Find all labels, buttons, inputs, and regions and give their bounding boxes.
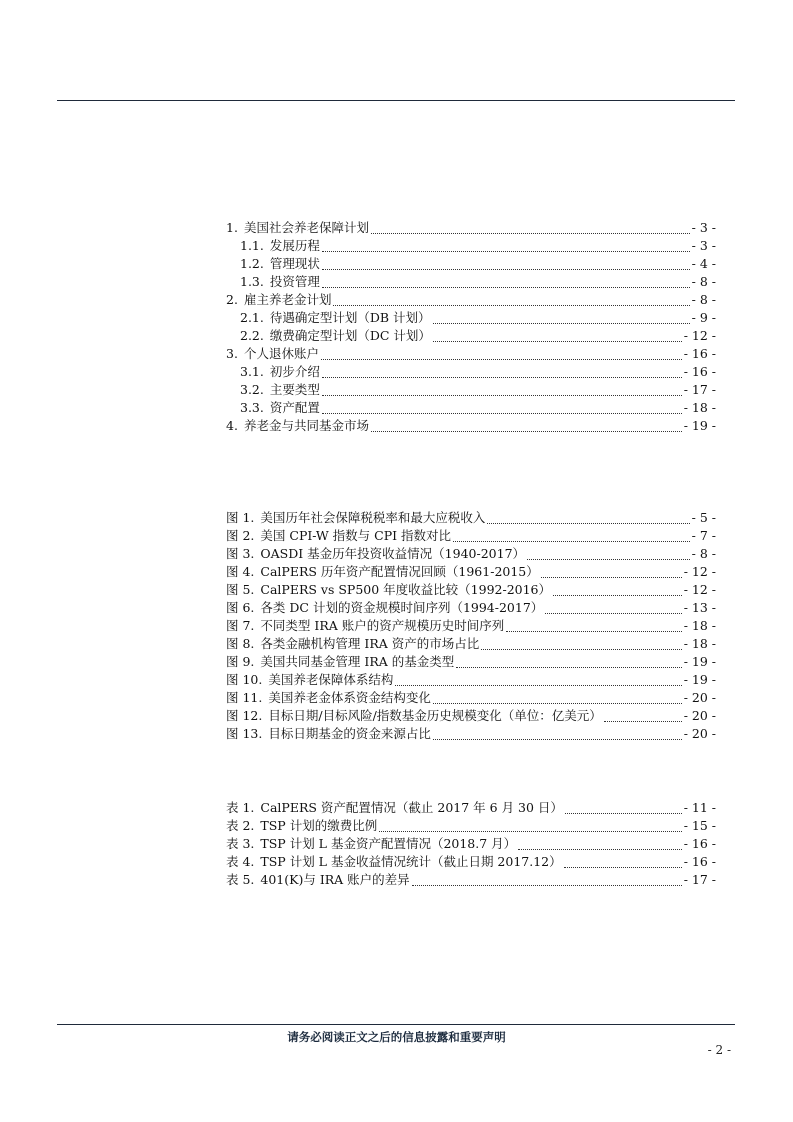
figure-entry[interactable] xyxy=(226,671,716,689)
figure-entry-page: - 20 - xyxy=(683,708,716,723)
toc-entry-number: 1.1. xyxy=(240,238,264,253)
toc-entry-number: 1.2. xyxy=(240,256,264,271)
table-entry[interactable] xyxy=(226,817,716,835)
toc-entry-title: 美国社会养老保障计划 xyxy=(243,220,369,235)
toc-entry-page: - 3 - xyxy=(691,220,716,235)
toc-entry-page: - 16 - xyxy=(683,346,716,361)
figure-entry-title: 各类金融机构管理 IRA 资产的市场占比 xyxy=(260,636,480,651)
table-entry-number: 表 1. xyxy=(226,800,255,815)
toc-entry-title: 初步介绍 xyxy=(269,364,320,379)
figure-entry-page: - 7 - xyxy=(691,528,716,543)
toc-entry-title: 个人退休账户 xyxy=(243,346,319,361)
toc-entry-number: 1.3. xyxy=(240,274,264,289)
dot-leader xyxy=(333,293,689,306)
dot-leader xyxy=(487,511,689,524)
toc-entry-label xyxy=(240,381,320,399)
figure-entry-label xyxy=(226,563,539,581)
dot-leader xyxy=(518,837,682,850)
figure-entry-label xyxy=(226,707,602,725)
figure-entry[interactable] xyxy=(226,599,716,617)
toc-entry-title: 养老金与共同基金市场 xyxy=(243,418,369,433)
figure-entry[interactable] xyxy=(226,509,716,527)
figure-entry[interactable] xyxy=(226,689,716,707)
figure-entry-label xyxy=(226,725,431,743)
dot-leader xyxy=(322,239,690,252)
table-entry-number: 表 2. xyxy=(226,818,255,833)
toc-entry-title: 主要类型 xyxy=(269,382,320,397)
dot-leader xyxy=(379,819,681,832)
figure-entry-number: 图 7. xyxy=(226,618,255,633)
figure-entry[interactable] xyxy=(226,563,716,581)
toc-entry[interactable] xyxy=(226,237,716,255)
toc-entry-label xyxy=(240,309,431,327)
figure-entry[interactable] xyxy=(226,581,716,599)
table-entry-label xyxy=(226,871,410,889)
figure-entry[interactable] xyxy=(226,635,716,653)
figure-entry-page: - 20 - xyxy=(683,690,716,705)
dot-leader xyxy=(433,329,682,342)
toc-entry-label xyxy=(226,417,369,435)
toc-entry[interactable] xyxy=(226,363,716,381)
figure-entry-title: CalPERS 历年资产配置情况回顾（1961-2015） xyxy=(260,564,539,579)
toc-entry-number: 2. xyxy=(226,292,238,307)
figure-entry-number: 图 12. xyxy=(226,708,263,723)
figure-entry-title: 美国养老金体系资金结构变化 xyxy=(268,690,431,705)
figure-entry[interactable] xyxy=(226,527,716,545)
figure-entry-page: - 19 - xyxy=(683,654,716,669)
dot-leader xyxy=(604,709,682,722)
toc-entry-number: 1. xyxy=(226,220,238,235)
toc-entry[interactable] xyxy=(226,219,716,237)
toc-entry-label xyxy=(226,219,369,237)
toc-entry-label xyxy=(226,291,331,309)
toc-entry-label xyxy=(240,255,320,273)
table-entry-label xyxy=(226,853,562,871)
disclaimer-text: 请务必阅读正文之后的信息披露和重要声明 xyxy=(287,1030,506,1044)
toc-entry-label xyxy=(226,345,319,363)
figure-entry-number: 图 5. xyxy=(226,582,255,597)
figure-entry-number: 图 11. xyxy=(226,690,263,705)
toc-entry-page: - 18 - xyxy=(683,400,716,415)
figure-entry-page: - 8 - xyxy=(691,546,716,561)
toc-entry-title: 雇主养老金计划 xyxy=(243,292,332,307)
dot-leader xyxy=(553,583,682,596)
figure-entry-label xyxy=(226,617,504,635)
figure-entry-title: 美国历年社会保障税税率和最大应税收入 xyxy=(260,510,486,525)
figure-entry-page: - 20 - xyxy=(683,726,716,741)
table-entry-page: - 16 - xyxy=(683,854,716,869)
table-entry[interactable] xyxy=(226,835,716,853)
toc-entry[interactable] xyxy=(226,399,716,417)
toc-entry-label xyxy=(240,399,320,417)
toc-entry-number: 2.2. xyxy=(240,328,264,343)
figure-entry-page: - 18 - xyxy=(683,618,716,633)
table-entry-label xyxy=(226,799,563,817)
table-entry-title: 401(K)与 IRA 账户的差异 xyxy=(260,872,410,887)
toc-entry-number: 3.3. xyxy=(240,400,264,415)
list-of-tables xyxy=(226,799,716,889)
toc-entry-page: - 9 - xyxy=(691,310,716,325)
figure-entry-number: 图 13. xyxy=(226,726,263,741)
footer-rule xyxy=(57,1024,735,1025)
figure-entry-page: - 19 - xyxy=(683,672,716,687)
toc-entry-label xyxy=(240,237,320,255)
dot-leader xyxy=(541,565,682,578)
toc-entry[interactable] xyxy=(226,309,716,327)
table-entry-title: TSP 计划 L 基金资产配置情况（2018.7 月） xyxy=(260,836,517,851)
figure-entry-label xyxy=(226,653,454,671)
dot-leader xyxy=(322,257,690,270)
toc-entry[interactable] xyxy=(226,327,716,345)
table-entry-number: 表 3. xyxy=(226,836,255,851)
figure-entry-number: 图 9. xyxy=(226,654,255,669)
dot-leader xyxy=(481,637,681,650)
figure-entry-label xyxy=(226,635,479,653)
figure-entry[interactable] xyxy=(226,617,716,635)
toc-entry-label xyxy=(240,363,320,381)
toc-entry-page: - 8 - xyxy=(691,292,716,307)
dot-leader xyxy=(395,673,681,686)
figure-entry-page: - 18 - xyxy=(683,636,716,651)
toc-entry[interactable] xyxy=(226,381,716,399)
figure-entry-page: - 12 - xyxy=(683,582,716,597)
toc-entry-title: 发展历程 xyxy=(269,238,320,253)
dot-leader xyxy=(412,873,682,886)
toc-entry[interactable] xyxy=(226,255,716,273)
toc-entry-number: 3.1. xyxy=(240,364,264,379)
toc-entry-title: 资产配置 xyxy=(269,400,320,415)
table-entry-page: - 15 - xyxy=(683,818,716,833)
figure-entry-label xyxy=(226,689,431,707)
dot-leader xyxy=(433,311,690,324)
figure-entry-page: - 5 - xyxy=(691,510,716,525)
page-number: - 2 - xyxy=(707,1043,731,1057)
toc-entry[interactable] xyxy=(226,291,716,309)
dot-leader xyxy=(322,365,682,378)
toc-entry-label xyxy=(240,327,431,345)
toc-entry-page: - 16 - xyxy=(683,364,716,379)
dot-leader xyxy=(564,855,682,868)
figure-entry-number: 图 4. xyxy=(226,564,255,579)
figure-entry-page: - 12 - xyxy=(683,564,716,579)
figure-entry-number: 图 10. xyxy=(226,672,263,687)
figure-entry-title: 目标日期/目标风险/指数基金历史规模变化（单位：亿美元） xyxy=(268,708,602,723)
toc-entry-title: 待遇确定型计划（DB 计划） xyxy=(269,310,431,325)
toc-entry[interactable] xyxy=(226,273,716,291)
table-entry[interactable] xyxy=(226,799,716,817)
figure-entry-title: 美国共同基金管理 IRA 的基金类型 xyxy=(260,654,455,669)
figure-entry-title: 目标日期基金的资金来源占比 xyxy=(268,726,431,741)
table-entry-number: 表 5. xyxy=(226,872,255,887)
figure-entry[interactable] xyxy=(226,545,716,563)
figure-entry-title: 美国 CPI-W 指数与 CPI 指数对比 xyxy=(260,528,452,543)
figure-entry-number: 图 8. xyxy=(226,636,255,651)
figure-entry-label xyxy=(226,527,451,545)
dot-leader xyxy=(433,691,682,704)
toc-entry-title: 管理现状 xyxy=(269,256,320,271)
dot-leader xyxy=(371,419,682,432)
figure-entry-title: 美国养老保障体系结构 xyxy=(268,672,394,687)
table-entry-page: - 17 - xyxy=(683,872,716,887)
toc-entry-page: - 12 - xyxy=(683,328,716,343)
dot-leader xyxy=(322,401,682,414)
toc-entry-number: 2.1. xyxy=(240,310,264,325)
figure-entry[interactable] xyxy=(226,725,716,743)
dot-leader xyxy=(322,275,690,288)
table-entry[interactable] xyxy=(226,871,716,889)
toc-entry-label xyxy=(240,273,320,291)
table-entry-page: - 16 - xyxy=(683,836,716,851)
toc-entry-title: 缴费确定型计划（DC 计划） xyxy=(269,328,431,343)
table-entry[interactable] xyxy=(226,853,716,871)
figure-entry-number: 图 2. xyxy=(226,528,255,543)
figure-entry-number: 图 6. xyxy=(226,600,255,615)
dot-leader xyxy=(371,221,690,234)
table-entry-title: CalPERS 资产配置情况（截止 2017 年 6 月 30 日） xyxy=(260,800,563,815)
dot-leader xyxy=(433,727,682,740)
dot-leader xyxy=(456,655,681,668)
table-entry-title: TSP 计划的缴费比例 xyxy=(260,818,378,833)
figure-entry-label xyxy=(226,545,525,563)
figure-entry-title: 不同类型 IRA 账户的资产规模历史时间序列 xyxy=(260,618,505,633)
table-entry-number: 表 4. xyxy=(226,854,255,869)
toc-entry[interactable] xyxy=(226,345,716,363)
toc-entry-title: 投资管理 xyxy=(269,274,320,289)
table-entry-label xyxy=(226,835,516,853)
list-of-figures xyxy=(226,509,716,743)
figure-entry-title: OASDI 基金历年投资收益情况（1940-2017） xyxy=(260,546,526,561)
table-of-contents xyxy=(226,219,716,435)
figure-entry-label xyxy=(226,599,543,617)
table-entry-page: - 11 - xyxy=(683,800,716,815)
toc-entry-page: - 3 - xyxy=(691,238,716,253)
toc-entry-page: - 19 - xyxy=(683,418,716,433)
figure-entry-title: CalPERS vs SP500 年度收益比较（1992-2016） xyxy=(260,582,552,597)
figure-entry-number: 图 1. xyxy=(226,510,255,525)
toc-entry-number: 3.2. xyxy=(240,382,264,397)
dot-leader xyxy=(527,547,690,560)
toc-entry-page: - 17 - xyxy=(683,382,716,397)
toc-entry-page: - 4 - xyxy=(691,256,716,271)
table-entry-title: TSP 计划 L 基金收益情况统计（截止日期 2017.12） xyxy=(260,854,562,869)
toc-entry-page: - 8 - xyxy=(691,274,716,289)
figure-entry-title: 各类 DC 计划的资金规模时间序列（1994-2017） xyxy=(260,600,544,615)
figure-entry[interactable] xyxy=(226,707,716,725)
figure-entry-label xyxy=(226,671,393,689)
dot-leader xyxy=(321,347,682,360)
dot-leader xyxy=(453,529,690,542)
figure-entry-number: 图 3. xyxy=(226,546,255,561)
toc-entry-number: 4. xyxy=(226,418,238,433)
dot-leader xyxy=(506,619,681,632)
dot-leader xyxy=(545,601,681,614)
header-rule xyxy=(57,100,735,101)
table-entry-label xyxy=(226,817,377,835)
toc-entry[interactable] xyxy=(226,417,716,435)
figure-entry-label xyxy=(226,509,485,527)
figure-entry-page: - 13 - xyxy=(683,600,716,615)
figure-entry-label xyxy=(226,581,551,599)
figure-entry[interactable] xyxy=(226,653,716,671)
dot-leader xyxy=(322,383,682,396)
toc-entry-number: 3. xyxy=(226,346,238,361)
dot-leader xyxy=(565,801,682,814)
